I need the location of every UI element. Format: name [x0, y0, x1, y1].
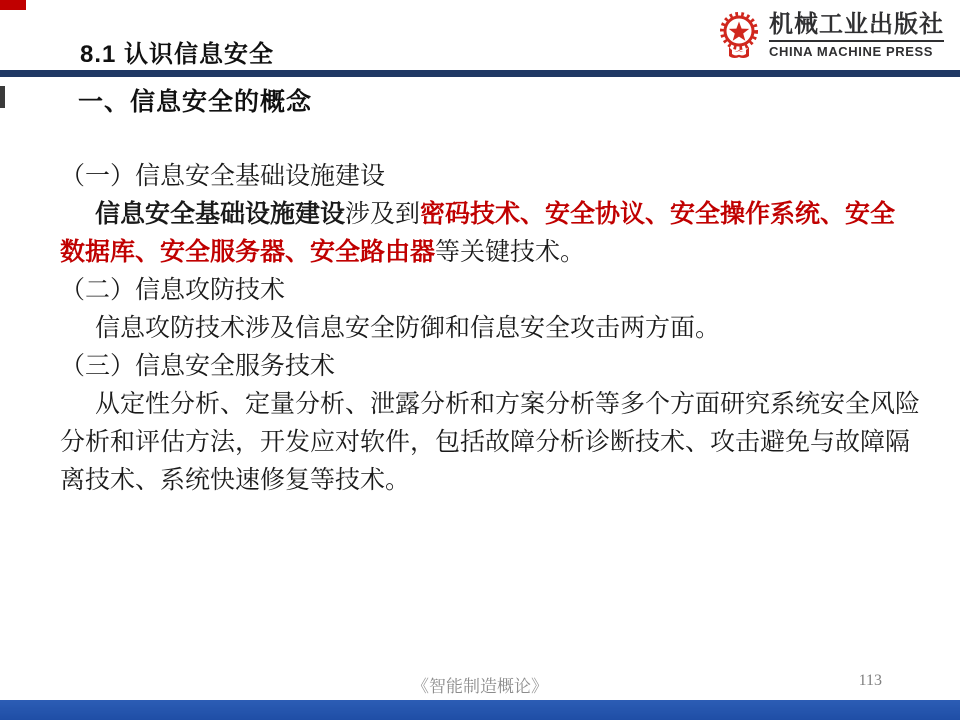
text-run-normal: 信息攻防技术涉及信息安全防御和信息安全攻击两方面。 — [95, 315, 721, 342]
red-corner-mark — [0, 0, 26, 10]
text-run-normal: 离技术、系统快速修复等技术。 — [60, 467, 411, 494]
text-run-redbold: 密码技术、安全协议、安全操作系统、安全 — [420, 201, 896, 228]
body-text-line — [60, 462, 900, 500]
text-run-normal: 等关键技术。 — [435, 239, 586, 266]
body-text-line — [60, 234, 900, 272]
publisher-logo — [717, 12, 944, 60]
page-number: 113 — [858, 672, 882, 689]
text-run-normal: （三）信息安全服务技术 — [60, 353, 336, 380]
text-run-normal: （二）信息攻防技术 — [60, 277, 286, 304]
text-run-normal: （一）信息安全基础设施建设 — [60, 163, 386, 190]
body-text — [60, 158, 921, 500]
publisher-name-en: CHINA MACHINE PRESS — [769, 44, 934, 59]
body-text-line — [60, 158, 900, 196]
text-run-normal: 从定性分析、定量分析、泄露分析和方案分析等多个方面研究系统安全风险 — [95, 391, 921, 418]
body-text-line — [60, 196, 900, 234]
publisher-logo-text — [769, 12, 944, 59]
text-run-normal: 分析和评估方法，开发应对软件，包括故障分析诊断技术、攻击避免与故障隔 — [60, 429, 911, 456]
bottom-bar — [0, 700, 960, 720]
footer-book-title: 《智能制造概论》 — [412, 677, 548, 696]
gear-star-book-icon — [717, 12, 761, 60]
section-heading: 一、信息安全的概念 — [78, 88, 313, 116]
header-divider-line — [0, 70, 960, 77]
body-text-line — [60, 272, 900, 310]
text-run-bold: 信息安全基础设施建设 — [95, 201, 346, 228]
body-text-line — [60, 310, 900, 348]
left-edge-mark — [0, 86, 5, 108]
publisher-name-cn: 机械工业出版社 — [769, 12, 944, 42]
text-run-redbold: 数据库、安全服务器、安全路由器 — [60, 239, 436, 266]
body-text-line — [60, 424, 911, 462]
text-run-normal: 涉及到 — [345, 201, 421, 228]
slide-title: 8.1 认识信息安全 — [80, 41, 275, 68]
body-text-line — [60, 348, 900, 386]
body-text-line — [60, 386, 921, 424]
